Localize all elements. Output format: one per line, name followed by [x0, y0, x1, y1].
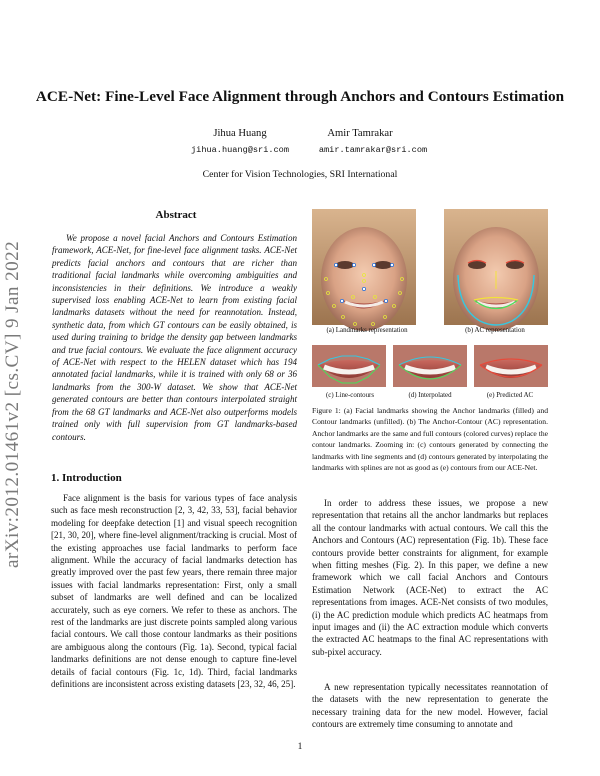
figure-caption: Figure 1: (a) Facial landmarks showing the Anchor landmarks (filled) and Contour landmarks (unfilled). (b) The Anchor-Contour (AC) representation. Anchor landmarks are the same and full contours (colored curves) replace the contour landmarks. Zooming in: (c) contours generated by connecting the landmarks with line segments and (d) contours generated by interpolating the landmarks with splines are not as good as (e) contours from our ACE-Net. — [312, 406, 548, 473]
subfig-e-caption: (e) Predicted AC — [486, 392, 534, 399]
section-heading: 1. Introduction — [51, 472, 122, 484]
author-email: amir.tamrakar@sri.com — [318, 145, 428, 155]
author-name: Amir Tamrakar — [327, 128, 393, 139]
subfig-d-caption: (d) Interpolated — [408, 392, 452, 399]
abstract-text: We propose a novel facial Anchors and Contours Estimation framework, ACE-Net, for fine-level face alignment tasks. ACE-Net predicts facial anchors and contours that are richer than traditional facial landmarks while overcoming ambiguities and inconsistencies in their definitions. We introduce a weakly supervised loss enabling ACE-Net to learn from existing facial landmarks datasets without the need for reannotation. Instead, synthetic data, from which GT contours can be easily obtained, is used during training to bridge the density gap between landmarks and true facial contours. We evaluate the face alignment accuracy of ACE-Net with respect to the HELEN dataset which has 194 annotated facial landmarks, while it is trained with only 68 or 36 landmarks from the 300-W dataset. We show that ACE-Net generated contours are better than contours interpolated straight from the 68 GT landmarks and ACE-Net also outperforms models trained only with full supervision from GT landmarks-based contours. — [52, 233, 297, 442]
page-number: 1 — [297, 742, 303, 752]
predicted-ac-image — [474, 345, 548, 387]
ac-face-image — [444, 209, 548, 331]
affiliation: Center for Vision Technologies, SRI International — [202, 169, 398, 180]
line-contours-image — [312, 345, 386, 387]
interpolated-image — [393, 345, 467, 387]
arxiv-stamp: arXiv:2012.01461v2 [cs.CV] 9 Jan 2022 — [2, 240, 23, 568]
author-email: jihua.huang@sri.com — [191, 145, 289, 155]
subfig-a-caption: (a) Landmarks representation — [326, 327, 408, 334]
intro-text: Face alignment is the basis for various types of face analysis such as face mesh reconstruction [2, 3, 42, 33, 53], facial behavior modeling for deepfake detection [1] and visual speech recognition [21, 30, 20], where fine-level alignment/tracking is crucial. Most of the existing approaches use facial landmarks to perform face alignment. While the accuracy of facial landmarks detection has greatly improved over the past few years, there remain three major issues with facial landmarks representation: First, only a small subset of landmarks are well defined and can be localized accurately, such as eye corners. We refer to these as anchors. The rest of the landmarks are just discrete points sampled along various facial contours. We call those contour landmarks as their positions are ambiguous along the contours (Fig. 1a). Second, typical facial landmarks definitions are not dense enough to capture fine-level details of facial contours (Fig. 1c, 1d). Third, facial landmarks definitions are inconsistent across existing datasets [23, 32, 46, 25]. — [51, 493, 297, 690]
landmarks-face-image — [312, 209, 416, 331]
paper-title: ACE-Net: Fine-Level Face Alignment through Anchors and Contours Estimation — [35, 88, 565, 105]
abstract-heading: Abstract — [155, 209, 197, 221]
subfig-c-caption: (c) Line-contours — [325, 392, 375, 399]
author-name: Jihua Huang — [213, 128, 267, 139]
body-paragraph: In order to address these issues, we propose a new representation that retains all the anchor landmarks but replaces all the contour landmarks with actual contours. We call this the Anchors and Contours (AC) representation (Fig. 1b). These face contours provide better constraints for alignment, for example when fitting meshes (Fig. 2). In this paper, we define a new framework which we call facial Anchors and Contours Estimation Network (ACE-Net) to extract the AC representations from images. ACE-Net consists of two modules, (i) the AC prediction module which predicts AC heatmaps from input images and (ii) the AC extraction module which converts the extracted AC heatmaps to the final AC representations with sub-pixel accuracy. — [312, 498, 548, 657]
subfig-b-caption: (b) AC representation — [465, 327, 525, 334]
body-paragraph: A new representation typically necessitates reannotation of the datasets with the new representation to generate the necessary training data for the new model. However, facial contours are extremely time consuming to annotate and — [312, 682, 548, 730]
